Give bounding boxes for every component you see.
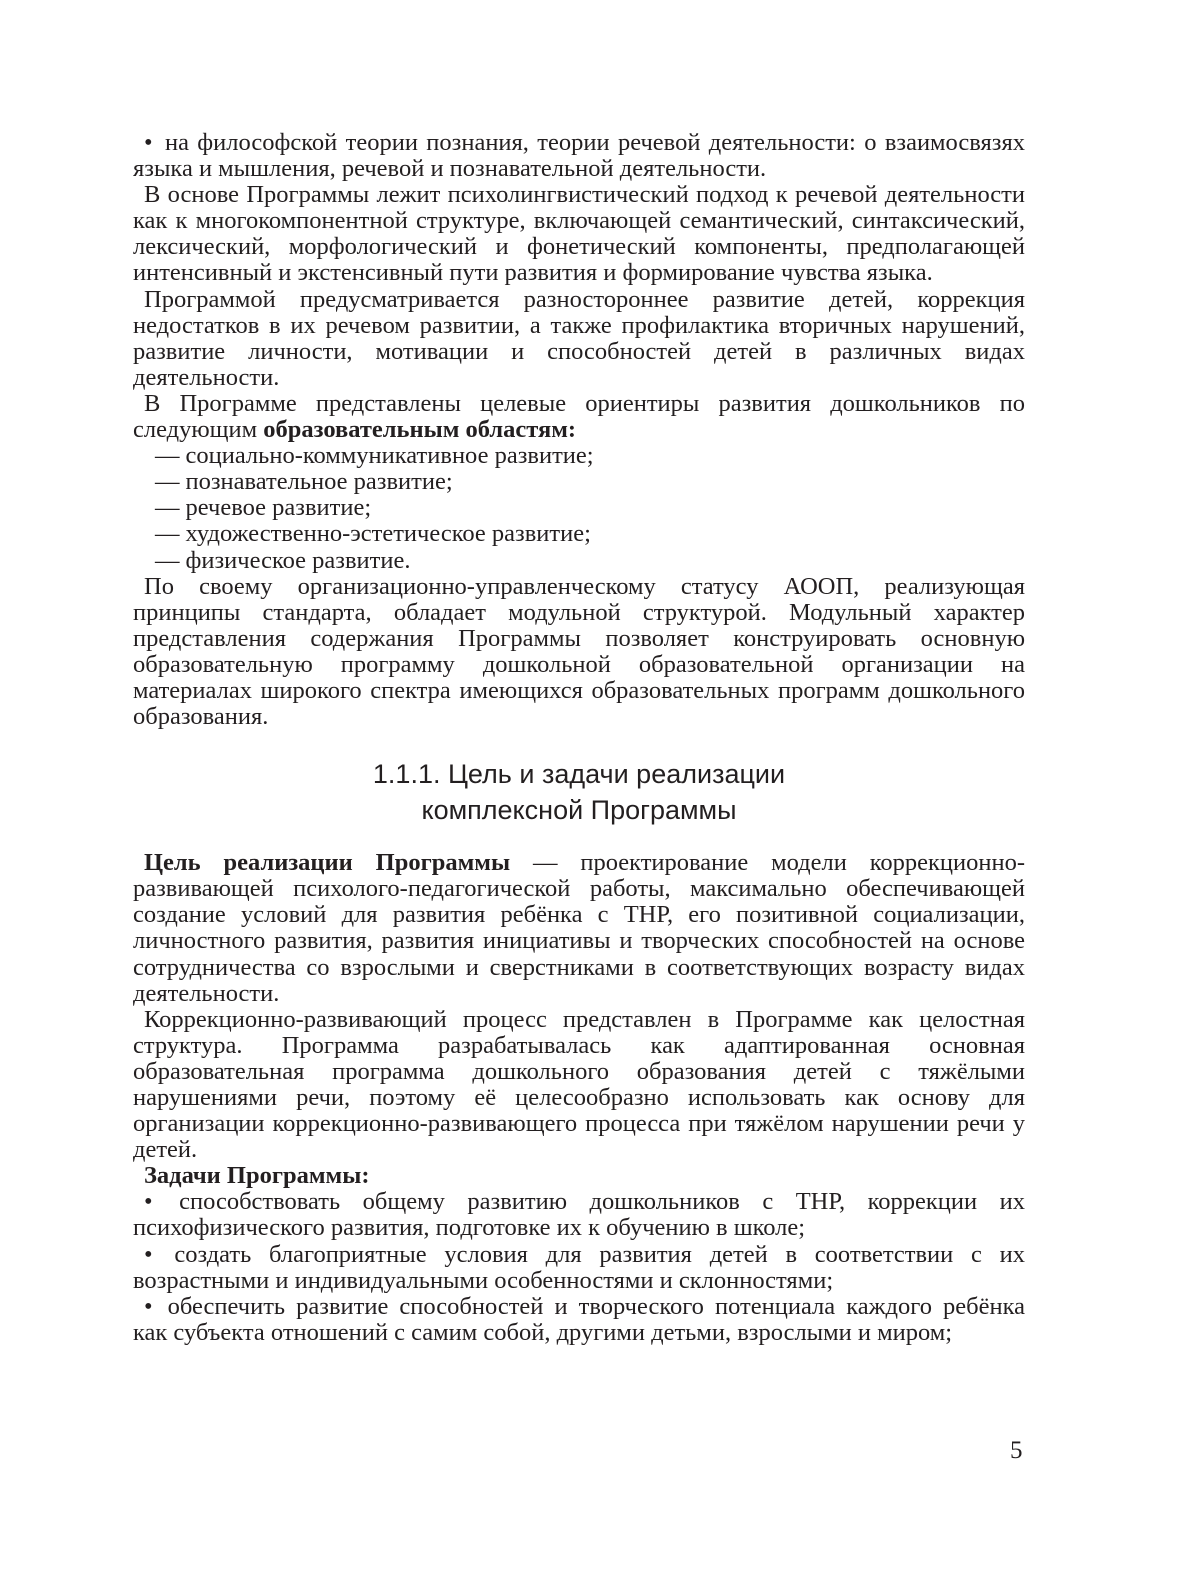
bullet-marker: • <box>144 1188 153 1216</box>
goal-bold-term: Цель реализации Программы <box>144 849 511 877</box>
targets-prefix: В Программе представлены целевые ориентиры развития дошкольников по следующим <box>133 389 1025 444</box>
list-item <box>133 495 1025 521</box>
targets-bold-term: образовательным областям: <box>263 416 577 444</box>
bullet-marker: • <box>144 1292 153 1320</box>
dash-marker: — <box>155 442 180 470</box>
paragraph-target-guidelines <box>133 391 1025 443</box>
list-item <box>133 443 1025 469</box>
section-heading-line-2: комплексной Программы <box>421 795 737 826</box>
list-item <box>133 1294 1025 1346</box>
tasks-list <box>133 1189 1025 1346</box>
area-label: познавательное развитие; <box>185 468 453 496</box>
list-item <box>133 548 1025 574</box>
page-body <box>133 130 1025 1346</box>
paragraph-program-goal <box>133 850 1025 1007</box>
area-label: художественно-эстетическое развитие; <box>185 520 591 548</box>
dash-marker: — <box>155 520 180 548</box>
paragraph-comprehensive-development: Программой предусматривается разностороннее развитие детей, коррекция недостатков в их речевом развитии, а также профилактика вторичных нарушений, развитие личности, мотивации и способностей детей в различных видах деятельности. <box>133 285 1025 391</box>
dash-marker: — <box>155 546 180 574</box>
list-item <box>133 521 1025 547</box>
task-text: обеспечить развитие способностей и творческого потенциала каждого ребёнка как субъекта отношений с самим собой, другими детьми, взрослыми и миром; <box>133 1292 1025 1346</box>
list-item <box>133 1242 1025 1294</box>
area-label: социально-коммуникативное развитие; <box>185 442 594 470</box>
tasks-label: Задачи Программы: <box>144 1162 370 1190</box>
bullet-marker: • <box>144 129 153 156</box>
page-number: 5 <box>1010 1437 1023 1464</box>
task-text: способствовать общему развитию дошкольников с ТНР, коррекции их психофизического развития, подготовке их к обучению в школе; <box>133 1188 1026 1242</box>
area-label: речевое развитие; <box>185 494 372 522</box>
area-label: физическое развитие. <box>185 546 411 574</box>
task-text: создать благоприятные условия для развития детей в соответствии с их возрастными и индивидуальными особенностями и склонностями; <box>133 1240 1025 1294</box>
dash-marker: — <box>155 468 180 496</box>
bullet-marker: • <box>144 1240 153 1268</box>
dash-marker: — <box>155 494 180 522</box>
bullet-text: на философской теории познания, теории речевой деятельности: о взаимосвязях языка и мышления, речевой и познавательной деятельности. <box>133 129 1026 183</box>
paragraph-psycholinguistic-approach: В основе Программы лежит психолингвистический подход к речевой деятельности как к многокомпонентной структуре, включающей семантический, синтаксический, лексический, морфологический и фонетический компоненты, предполагающей интенсивный и экстенсивный пути развития и формирование чувства языка. <box>133 181 1025 287</box>
paragraph-correction-process: Коррекционно-развивающий процесс представлен в Программе как целостная структура. Программа разрабатывалась как адаптированная основная образовательная программа дошкольного образования детей с тяжёлыми нарушениями речи, поэтому её целесообразно использовать как основу для организации коррекционно-развивающего процесса при тяжёлом нарушении речи у детей. <box>133 1005 1025 1164</box>
goal-text: — проектирование модели коррекционно-развивающей психолого-педагогической работы, максимально обеспечивающей создание условий для развития ребёнка с ТНР, его позитивной социализации, личностного развития, развития инициативы и творческих способностей на основе сотрудничества со взрослыми и сверстниками в соответствующих возрасту видах деятельности. <box>133 849 1026 1007</box>
list-item <box>133 1189 1025 1241</box>
paragraph-modular-structure: По своему организационно-управленческому статусу АООП, реализующая принципы стандарта, обладает модульной структурой. Модульный характер представления содержания Программы позволяет конструировать основную образовательную программу дошкольной образовательной организации на материалах широкого спектра имеющихся образовательных программ дошкольного образования. <box>133 572 1025 731</box>
section-heading <box>133 756 1025 828</box>
section-heading-line-1: 1.1.1. Цель и задачи реализации <box>372 759 786 790</box>
list-item <box>133 469 1025 495</box>
bullet-philosophy-theory <box>133 130 1025 182</box>
educational-areas-list <box>133 443 1025 573</box>
